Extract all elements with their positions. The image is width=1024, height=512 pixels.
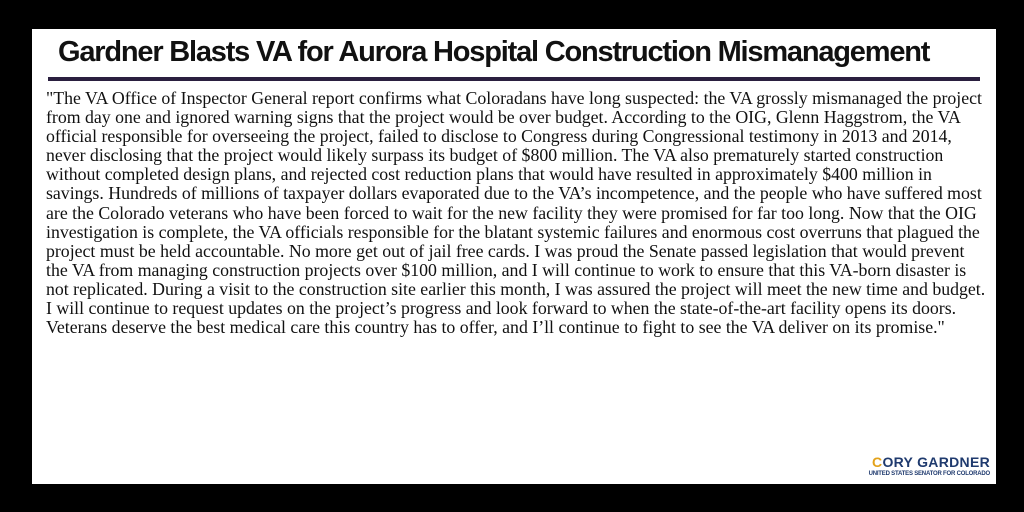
logo-initial: C [872, 454, 883, 470]
logo-subtitle: UNITED STATES SENATOR FOR COLORADO [868, 471, 990, 477]
headline-divider [48, 77, 980, 81]
statement-quote: "The VA Office of Inspector General report confirms what Coloradans have long suspected: the VA grossly mismanaged the project from day one and ignored warning signs that the project would be over budget. According to the OIG, Glenn Haggstrom, the VA official responsible for overseeing the project, failed to disclose to Congress during Congressional testimony in 2013 and 2014, never disclosing that the project would likely surpass its budget of $800 million. The VA also prematurely started construction without completed design plans, and rejected cost reduction plans that would have resulted in approximately $400 million in savings. Hundreds of millions of taxpayer dollars evaporated due to the VA’s incompetence, and the people who have suffered most are the Colorado veterans who have been forced to wait for the new facility they were promised for far too long. Now that the OIG investigation is complete, the VA officials responsible for the blatant systemic failures and enormous cost overruns that plagued the project must be held accountable. No more get out of jail free cards. I was proud the Senate passed legislation that would prevent the VA from managing construction projects over $100 million, and I will continue to work to ensure that this VA-born disaster is not replicated. During a visit to the construction site earlier this month, I was assured the project will meet the new time and budget. I will continue to request updates on the project’s progress and look forward to when the state-of-the-art facility opens its doors. Veterans deserve the best medical care this country has to offer, and I’ll continue to fight to see the VA deliver on its promise." [46, 88, 986, 338]
logo-name-rest: ORY GARDNER [882, 454, 990, 470]
cory-gardner-logo [862, 455, 990, 478]
headline: Gardner Blasts VA for Aurora Hospital Construction Mismanagement [58, 36, 930, 68]
statement-card [32, 29, 996, 484]
logo-name [862, 455, 990, 470]
